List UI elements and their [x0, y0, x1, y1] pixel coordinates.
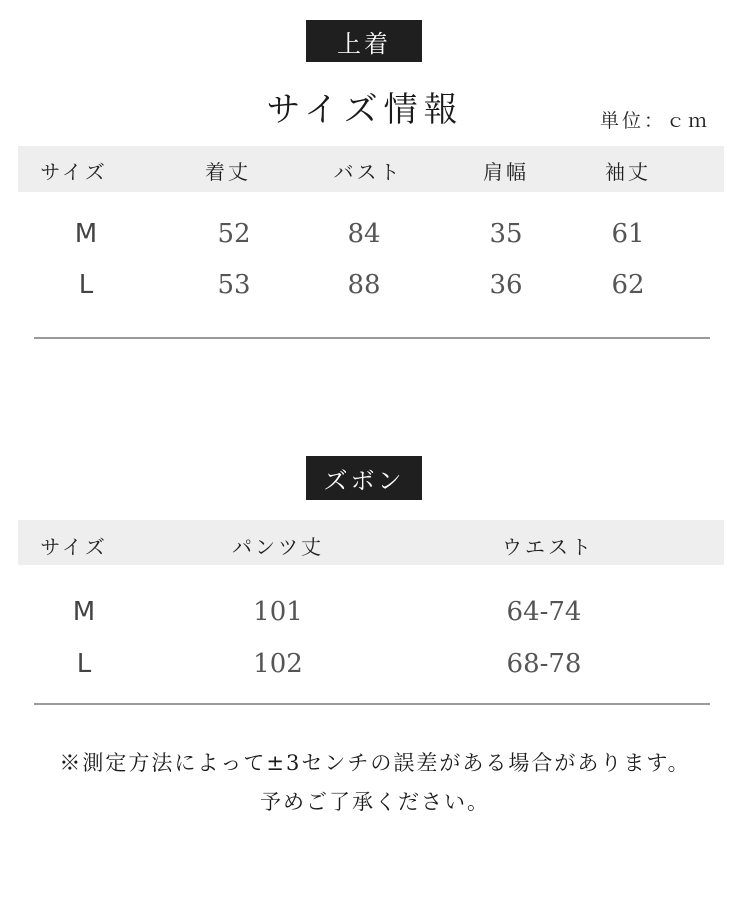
header-waist: ウエスト: [502, 535, 594, 559]
row-pants-length: 102: [253, 649, 303, 679]
row-length: 52: [217, 219, 251, 249]
row-bust: 84: [347, 219, 381, 249]
header-pants-length: パンツ丈: [232, 535, 324, 559]
measurement-note-continued: 予めご了承ください。: [260, 790, 490, 814]
row-bust: 88: [347, 270, 381, 300]
row-size: L: [76, 649, 92, 679]
header-sleeve: 袖丈: [605, 160, 651, 184]
row-sleeve: 61: [611, 219, 645, 249]
page-title: サイズ情報: [266, 90, 464, 130]
row-size: M: [74, 219, 98, 249]
header-shoulder: 肩幅: [483, 160, 529, 184]
row-waist: 68-78: [506, 649, 582, 679]
unit-label: 単位：ｃｍ: [599, 110, 710, 132]
pants-table-header: [18, 520, 724, 565]
row-size: L: [78, 270, 94, 300]
row-size: M: [72, 597, 96, 627]
row-length: 53: [217, 270, 251, 300]
row-waist: 64-74: [506, 597, 582, 627]
header-size: サイズ: [40, 535, 108, 559]
header-size: サイズ: [40, 160, 108, 184]
header-length: 着丈: [205, 160, 251, 184]
tops-section-label: 上着: [306, 20, 422, 62]
measurement-note: ※測定方法によって±3センチの誤差がある場合があります。: [59, 751, 691, 775]
pants-section-label: ズボン: [306, 456, 422, 500]
row-sleeve: 62: [611, 270, 645, 300]
row-pants-length: 101: [253, 597, 303, 627]
pants-table-divider: [34, 703, 710, 705]
row-shoulder: 36: [489, 270, 523, 300]
header-bust: バスト: [333, 160, 403, 184]
tops-table-divider: [34, 337, 710, 339]
tops-table-header: [18, 146, 724, 192]
row-shoulder: 35: [489, 219, 523, 249]
